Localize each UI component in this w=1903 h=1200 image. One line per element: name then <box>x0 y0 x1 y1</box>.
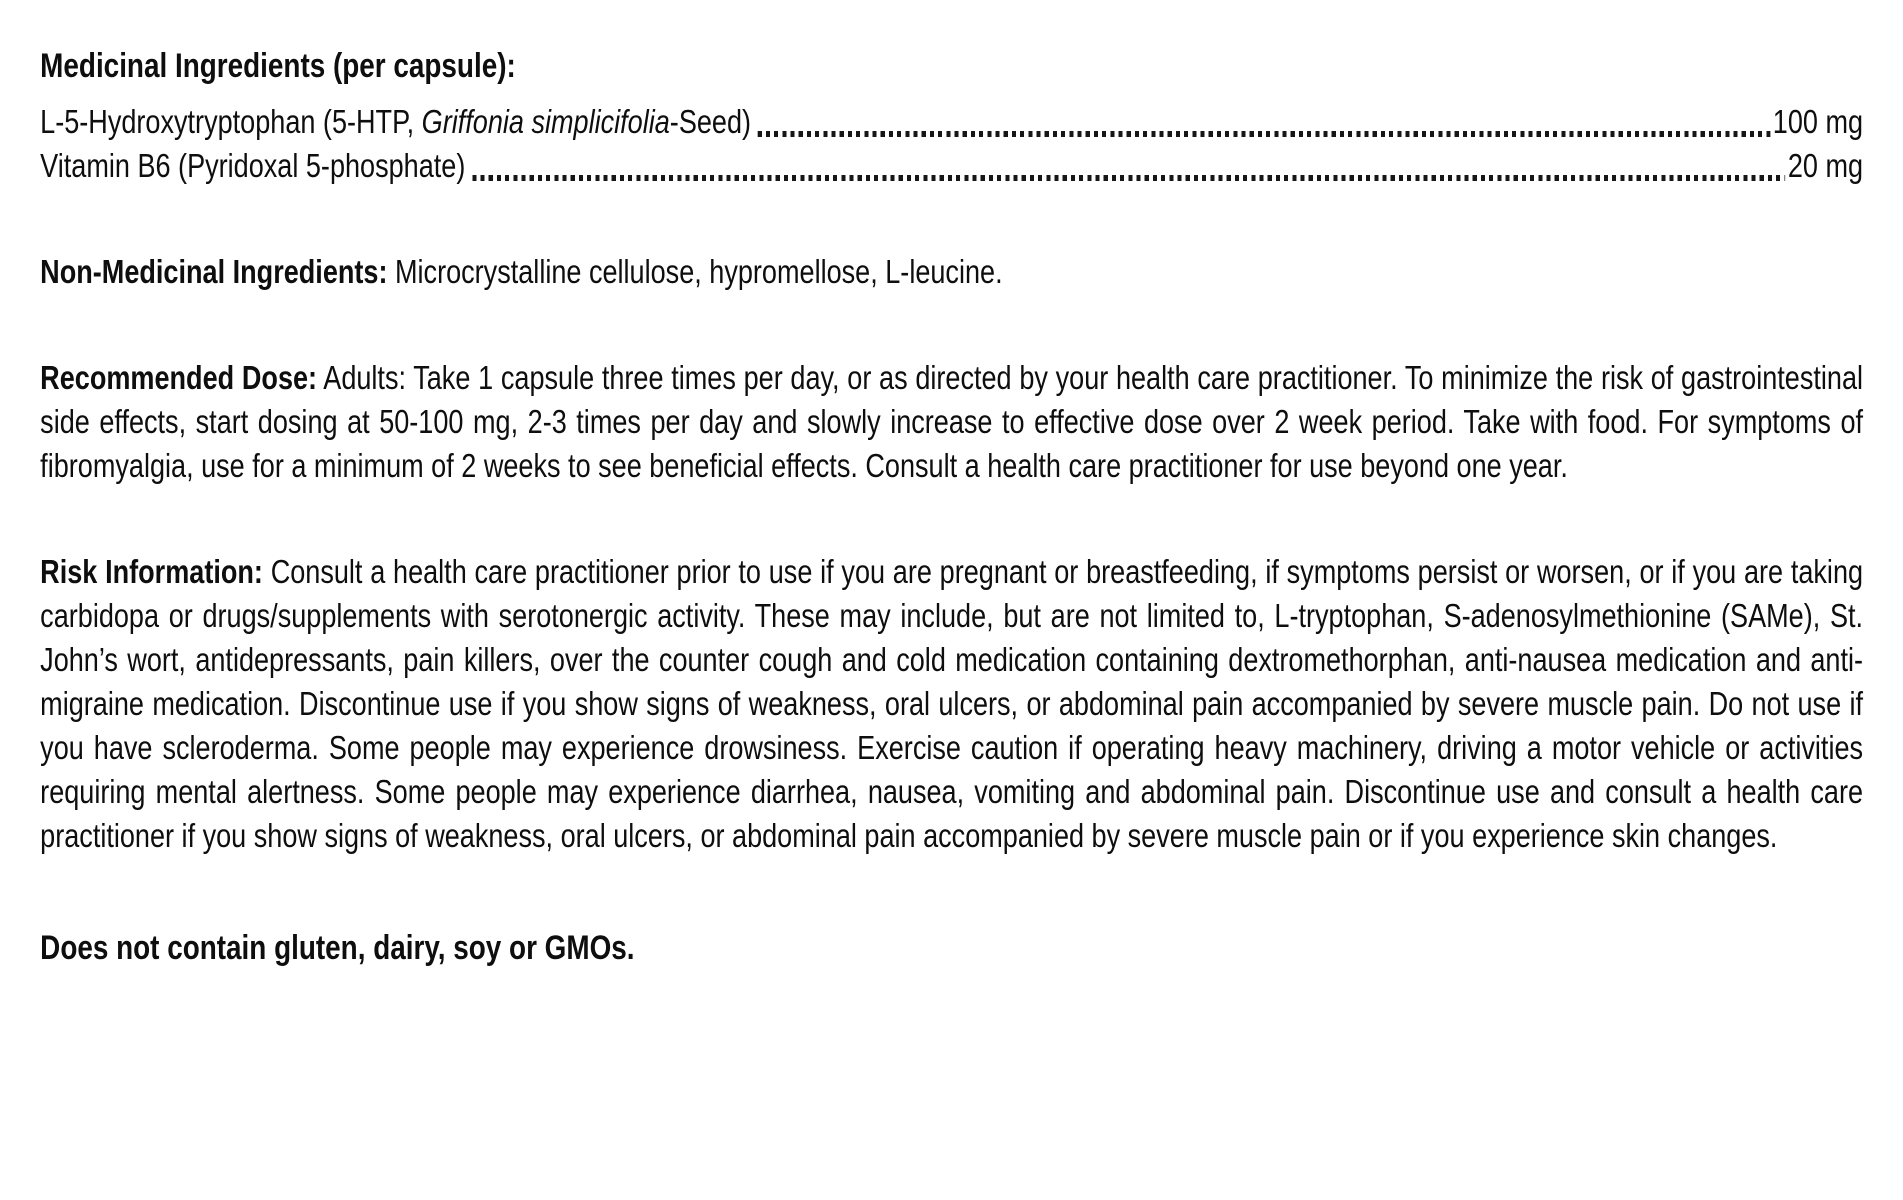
ingredient-name-prefix: L-5-Hydroxytryptophan (5-HTP, <box>40 103 422 140</box>
recommended-dose-paragraph <box>40 356 1863 488</box>
ingredient-amount: 100 mg <box>1772 103 1864 140</box>
recommended-dose-text: Adults: Take 1 capsule three times per day, or as directed by your health care practitioner. To minimize the risk of gastrointestinal side effects, start dosing at 50-100 mg, 2-3 times per day and slowly increase to effective dose over 2 week period. Take with food. For symptoms of fibromyalgia, use for a minimum of 2 weeks to see beneficial effects. Consult a health care practitioner for use beyond one year. <box>40 359 1864 484</box>
ingredient-name-latin: Griffonia simplicifolia <box>421 103 670 140</box>
dot-leader <box>758 131 1771 137</box>
non-medicinal-label: Non-Medicinal Ingredients: <box>40 253 388 290</box>
ingredient-row <box>40 144 1863 188</box>
ingredient-name-prefix: Vitamin B6 (Pyridoxal 5-phosphate) <box>40 147 466 184</box>
medicinal-ingredients-heading: Medicinal Ingredients (per capsule): <box>40 47 516 85</box>
risk-information-paragraph <box>40 550 1863 858</box>
does-not-contain-note: Does not contain gluten, dairy, soy or GMOs. <box>40 929 635 967</box>
ingredient-row <box>40 100 1863 144</box>
non-medicinal-paragraph <box>40 250 1863 294</box>
ingredient-name-suffix: -Seed) <box>669 103 752 140</box>
non-medicinal-text: Microcrystalline cellulose, hypromellose, L-leucine. <box>387 253 1003 290</box>
risk-information-label: Risk Information: <box>40 553 263 590</box>
recommended-dose-label: Recommended Dose: <box>40 359 318 396</box>
dot-leader <box>472 175 1785 181</box>
ingredient-name <box>40 144 465 188</box>
ingredient-amount: 20 mg <box>1787 147 1864 184</box>
risk-information-text: Consult a health care practitioner prior to use if you are pregnant or breastfeeding, if symptoms persist or worsen, or if you are taking carbidopa or drugs/supplements with serotonergic activity. These may include, but are not limited to, L-tryptophan, S-adenosylmethionine (SAMe), St. John’s wort, antidepressants, pain killers, over the counter cough and cold medication containing dextromethorphan, anti-nausea medication and anti-migraine medication. Discontinue use if you show signs of weakness, oral ulcers, or abdominal pain accompanied by severe muscle pain. Do not use if you have scleroderma. Some people may experience drowsiness. Exercise caution if operating heavy machinery, driving a motor vehicle or activities requiring mental alertness. Some people may experience diarrhea, nausea, vomiting and abdominal pain. Discontinue use and consult a health care practitioner if you show signs of weakness, oral ulcers, or abdominal pain accompanied by severe muscle pain or if you experience skin changes. <box>40 553 1864 854</box>
ingredient-name <box>40 100 751 144</box>
